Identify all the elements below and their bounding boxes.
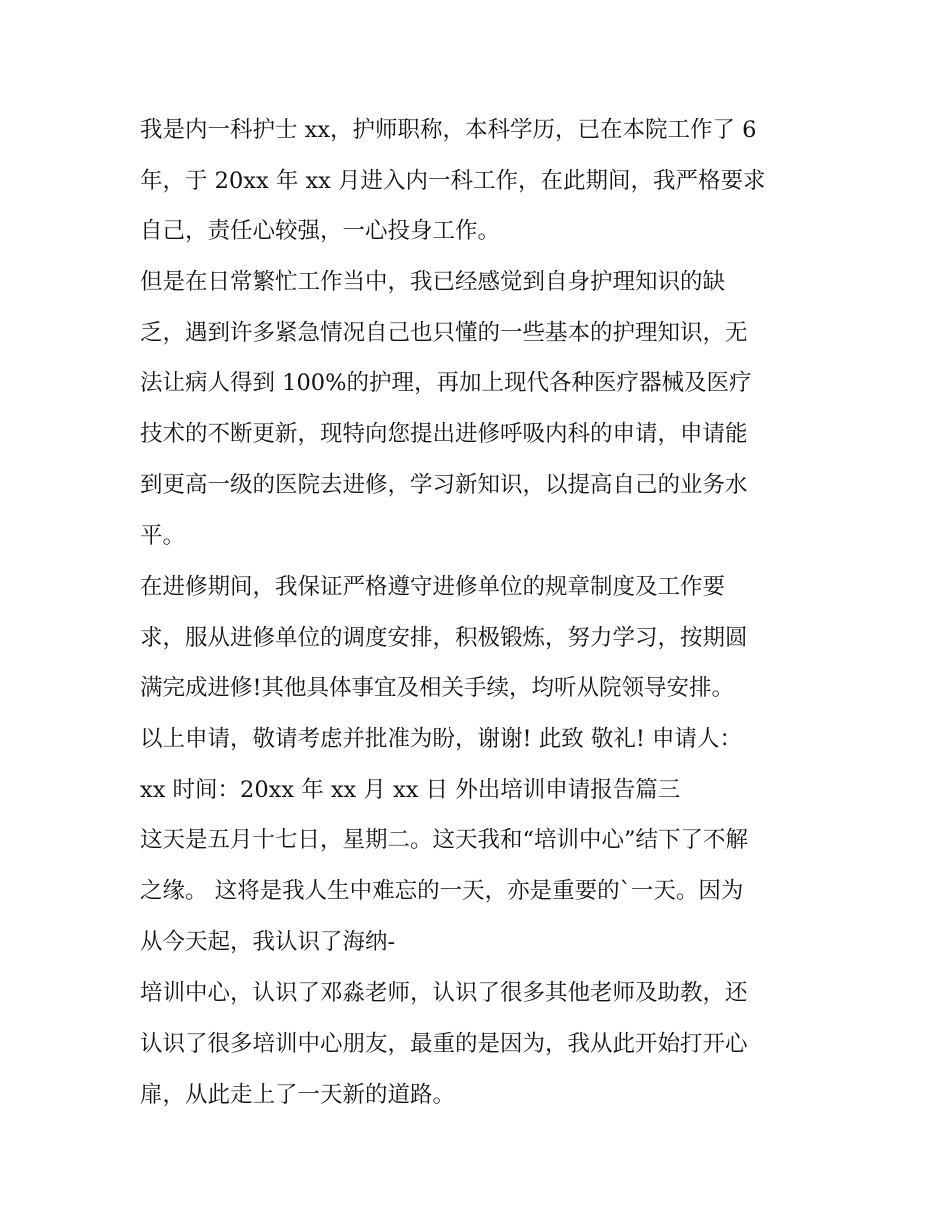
text-line: 扉，从此走上了一天新的道路。: [140, 1082, 456, 1108]
text-line: xx 时间：20xx 年 xx 月 xx 日 外出培训申请报告篇三: [140, 777, 681, 803]
text-line: 年，于 20xx 年 xx 月进入内一科工作，在此期间，我严格要求: [140, 168, 766, 194]
text-line: 法让病人得到 100%的护理，再加上现代各种医疗器械及医疗: [140, 370, 752, 396]
text-line: 但是在日常繁忙工作当中，我已经感觉到自身护理知识的缺: [140, 269, 726, 295]
text-line: 之缘。 这将是我人生中难忘的一天，亦是重要的`一天。因为: [140, 878, 744, 904]
text-line: 满完成进修!其他具体事宜及相关手续，均听从院领导安排。: [140, 675, 735, 701]
text-line: 技术的不断更新，现特向您提出进修呼吸内科的申请，申请能: [140, 421, 748, 447]
text-line: 从今天起，我认识了海纳-: [140, 929, 396, 955]
text-line: 在进修期间，我保证严格遵守进修单位的规章制度及工作要: [140, 574, 726, 600]
text-line: 到更高一级的医院去进修，学习新知识，以提高自己的业务水: [140, 472, 748, 498]
text-line: 自己，责任心较强，一心投身工作。: [140, 218, 501, 244]
text-line: 乏，遇到许多紧急情况自己也只懂的一些基本的护理知识，无: [140, 320, 748, 346]
text-line: 这天是五月十七日，星期二。这天我和“培训中心”结下了不解: [140, 827, 749, 853]
text-line: 求，服从进修单位的调度安排，积极锻炼，努力学习，按期圆: [140, 625, 748, 651]
text-line: 我是内一科护士 xx，护师职称，本科学历，已在本院工作了 6: [140, 117, 757, 143]
text-line: 认识了很多培训中心朋友，最重的是因为，我从此开始打开心: [140, 1031, 748, 1057]
text-line: 以上申请，敬请考虑并批准为盼，谢谢! 此致 敬礼! 申请人：: [140, 726, 743, 752]
text-line: 培训中心，认识了邓淼老师，认识了很多其他老师及助教，还: [140, 980, 748, 1006]
text-line: 平。: [140, 523, 186, 549]
